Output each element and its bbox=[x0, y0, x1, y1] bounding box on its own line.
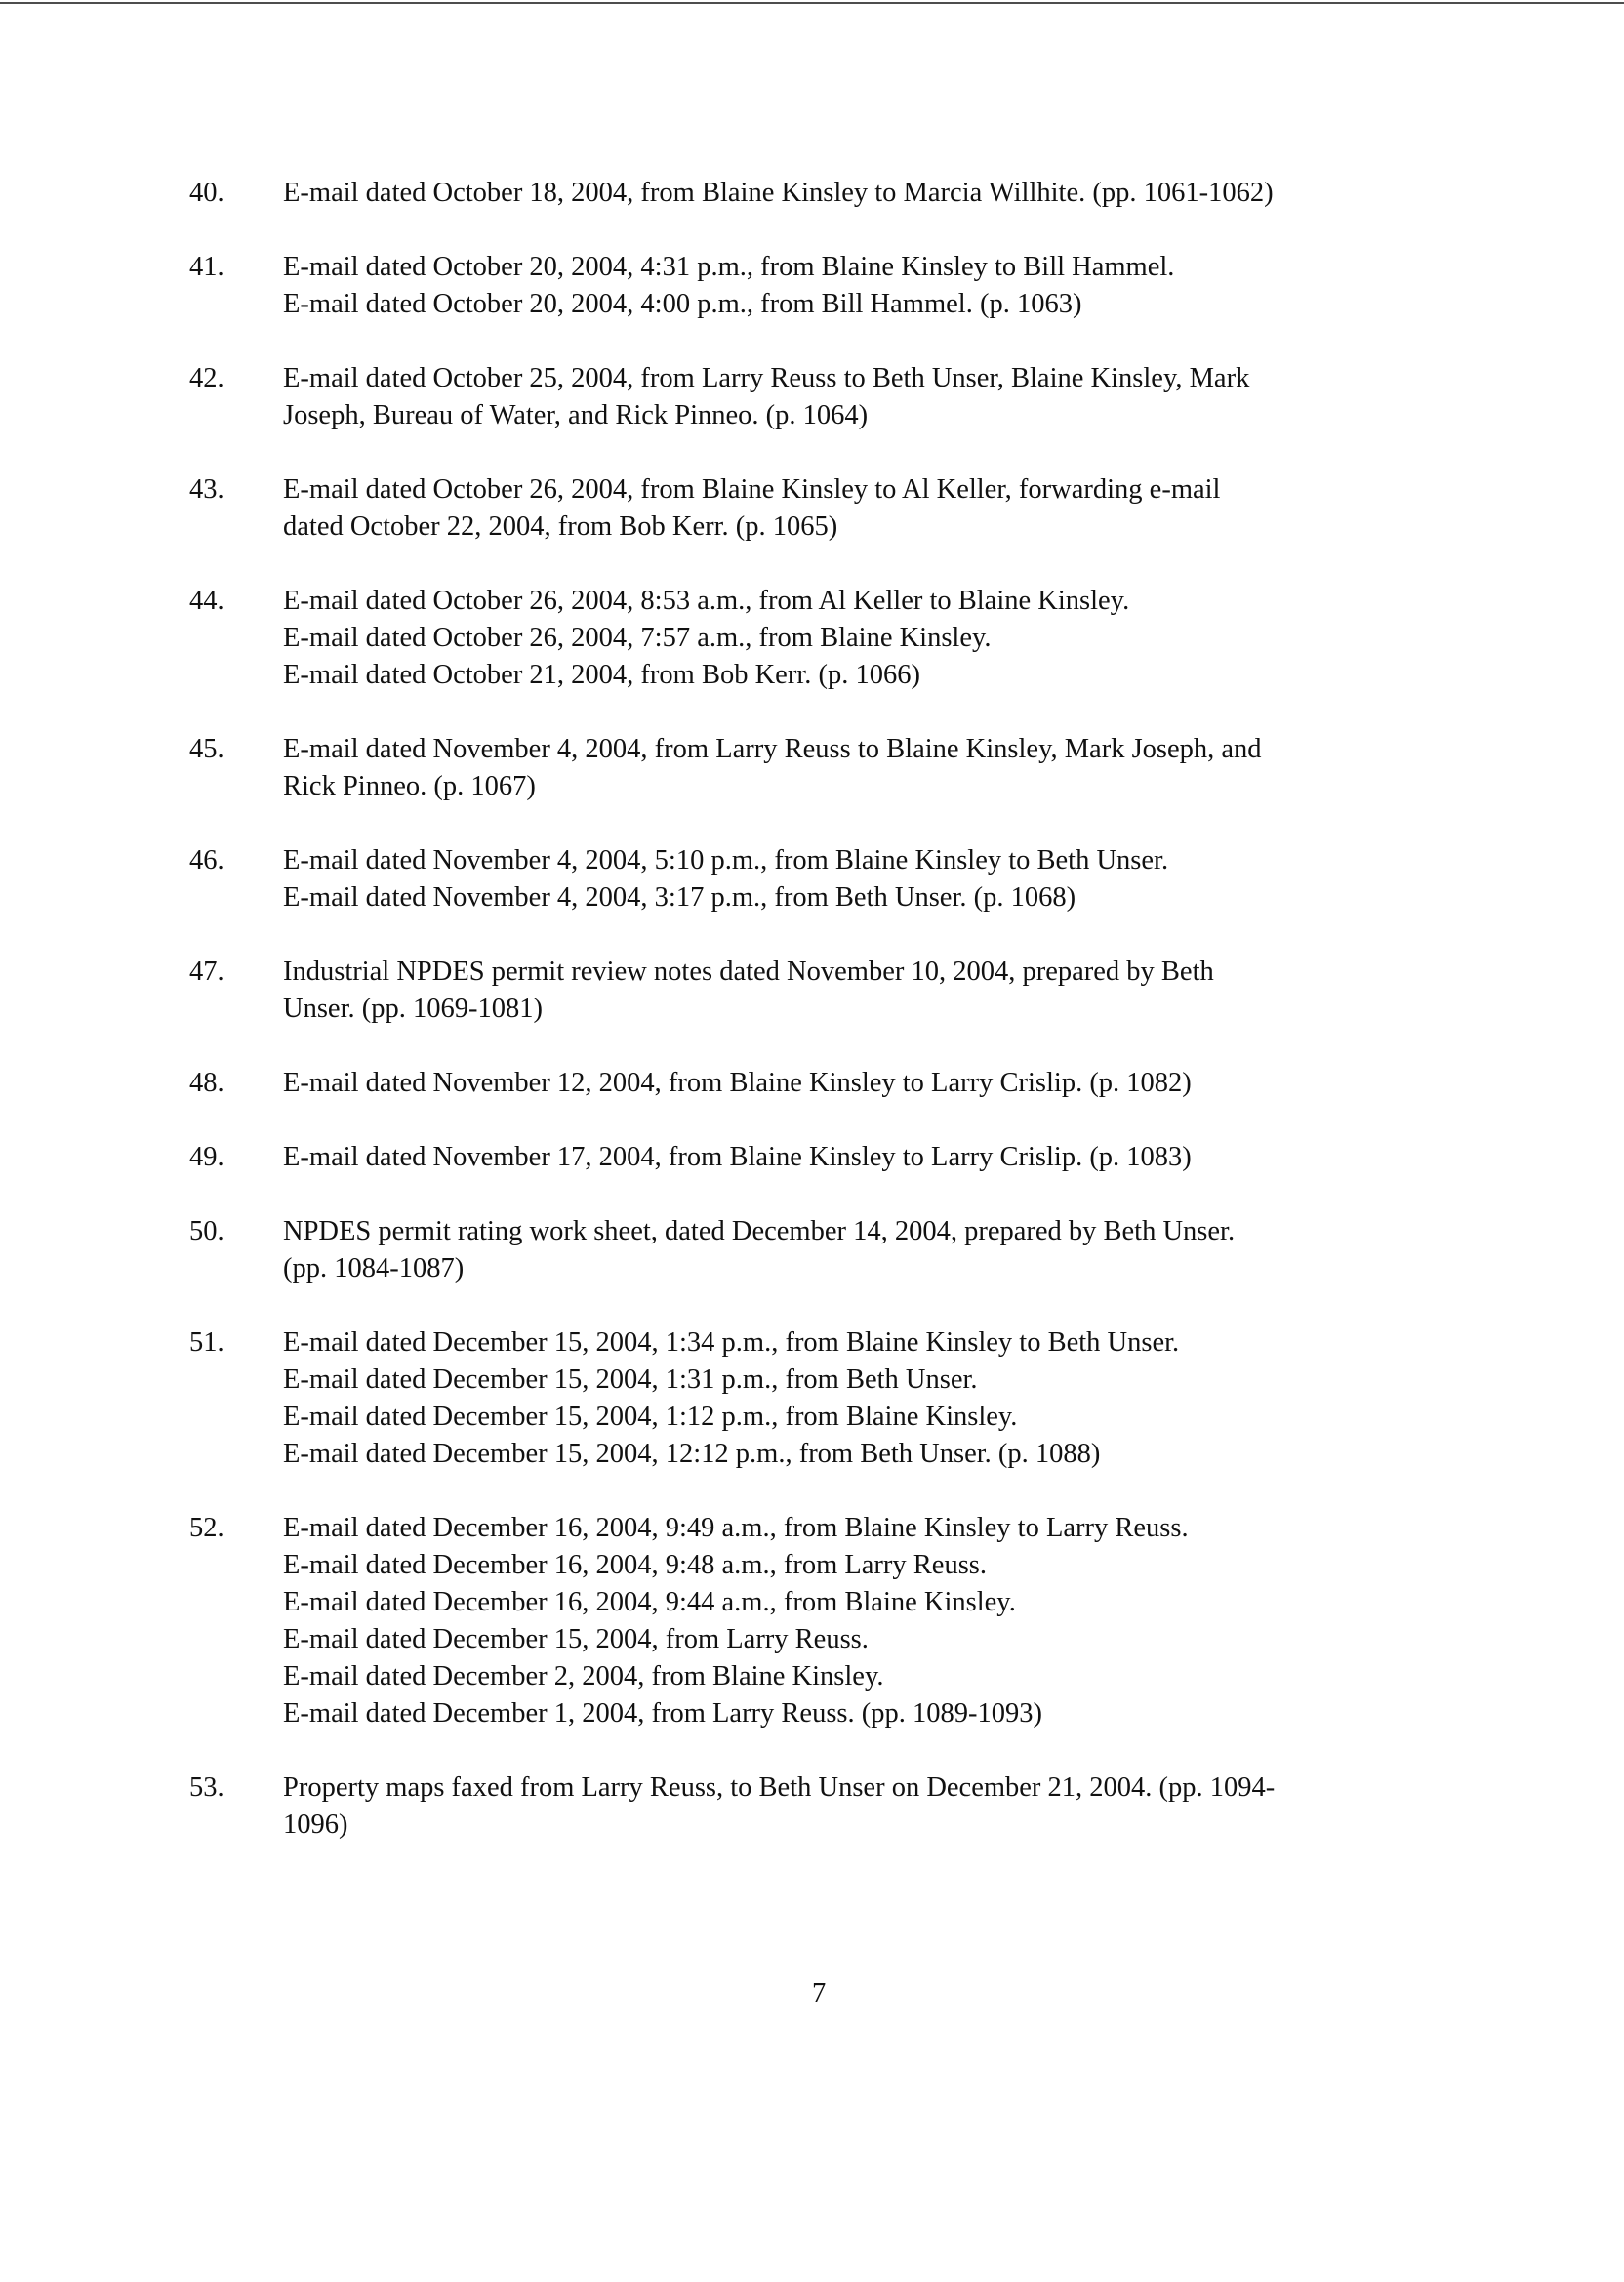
item-number: 47. bbox=[189, 957, 224, 987]
item-number: 46. bbox=[189, 845, 224, 876]
item-line: E-mail dated December 16, 2004, 9:49 a.m., from Blaine Kinsley to Larry Reuss. bbox=[283, 1513, 1189, 1543]
item-line: E-mail dated December 2, 2004, from Blaine Kinsley. bbox=[283, 1661, 884, 1691]
list-item bbox=[189, 583, 1487, 694]
item-number: 44. bbox=[189, 586, 224, 616]
item-line: E-mail dated October 21, 2004, from Bob Kerr. (p. 1066) bbox=[283, 660, 920, 690]
item-number: 53. bbox=[189, 1773, 224, 1803]
list-item bbox=[189, 249, 1487, 323]
item-description bbox=[283, 1770, 1487, 1844]
item-description bbox=[283, 249, 1487, 323]
item-description bbox=[283, 1065, 1487, 1102]
item-description bbox=[283, 1324, 1487, 1473]
item-line: E-mail dated October 20, 2004, 4:31 p.m., from Blaine Kinsley to Bill Hammel. bbox=[283, 252, 1175, 282]
item-line: E-mail dated October 26, 2004, 8:53 a.m., from Al Keller to Blaine Kinsley. bbox=[283, 586, 1130, 616]
item-line: dated October 22, 2004, from Bob Kerr. (p. 1065) bbox=[283, 511, 838, 542]
item-number: 42. bbox=[189, 363, 224, 393]
item-line: E-mail dated December 16, 2004, 9:44 a.m., from Blaine Kinsley. bbox=[283, 1587, 1016, 1617]
item-line: E-mail dated December 15, 2004, from Larry Reuss. bbox=[283, 1624, 869, 1654]
list-item bbox=[189, 175, 1487, 212]
item-number: 52. bbox=[189, 1513, 224, 1543]
list-item bbox=[189, 1770, 1487, 1844]
item-number: 45. bbox=[189, 734, 224, 764]
item-description bbox=[283, 1213, 1487, 1287]
scan-top-border bbox=[0, 2, 1624, 4]
list-item bbox=[189, 1139, 1487, 1176]
document-index-list bbox=[189, 175, 1487, 1881]
item-line: E-mail dated October 26, 2004, from Blaine Kinsley to Al Keller, forwarding e-mail bbox=[283, 474, 1221, 505]
item-number: 51. bbox=[189, 1327, 224, 1358]
item-description bbox=[283, 731, 1487, 805]
list-item bbox=[189, 954, 1487, 1028]
item-line: E-mail dated November 12, 2004, from Blaine Kinsley to Larry Crislip. (p. 1082) bbox=[283, 1068, 1192, 1098]
item-line: Rick Pinneo. (p. 1067) bbox=[283, 771, 536, 801]
item-description bbox=[283, 175, 1487, 212]
item-line: E-mail dated October 25, 2004, from Larry Reuss to Beth Unser, Blaine Kinsley, Mark bbox=[283, 363, 1250, 393]
item-number: 43. bbox=[189, 474, 224, 505]
item-number: 50. bbox=[189, 1216, 224, 1246]
list-item bbox=[189, 1213, 1487, 1287]
item-description bbox=[283, 1510, 1487, 1732]
item-line: Property maps faxed from Larry Reuss, to Beth Unser on December 21, 2004. (pp. 1094- bbox=[283, 1773, 1276, 1803]
list-item bbox=[189, 1510, 1487, 1732]
list-item bbox=[189, 1324, 1487, 1473]
item-line: E-mail dated December 1, 2004, from Larry Reuss. (pp. 1089-1093) bbox=[283, 1698, 1042, 1729]
item-number: 49. bbox=[189, 1142, 224, 1172]
item-description bbox=[283, 954, 1487, 1028]
item-line: (pp. 1084-1087) bbox=[283, 1253, 465, 1284]
item-number: 40. bbox=[189, 178, 224, 208]
list-item bbox=[189, 842, 1487, 917]
item-description bbox=[283, 360, 1487, 434]
item-line: E-mail dated December 15, 2004, 12:12 p.m., from Beth Unser. (p. 1088) bbox=[283, 1439, 1101, 1469]
item-line: E-mail dated November 4, 2004, from Larry Reuss to Blaine Kinsley, Mark Joseph, and bbox=[283, 734, 1262, 764]
list-item bbox=[189, 360, 1487, 434]
item-line: E-mail dated October 18, 2004, from Blaine Kinsley to Marcia Willhite. (pp. 1061-1062) bbox=[283, 178, 1274, 208]
item-line: E-mail dated November 4, 2004, 5:10 p.m., from Blaine Kinsley to Beth Unser. bbox=[283, 845, 1169, 876]
item-description bbox=[283, 583, 1487, 694]
item-line: E-mail dated December 15, 2004, 1:34 p.m., from Blaine Kinsley to Beth Unser. bbox=[283, 1327, 1180, 1358]
item-description bbox=[283, 1139, 1487, 1176]
item-line: E-mail dated December 15, 2004, 1:12 p.m., from Blaine Kinsley. bbox=[283, 1402, 1018, 1432]
item-line: Industrial NPDES permit review notes dated November 10, 2004, prepared by Beth bbox=[283, 957, 1214, 987]
item-number: 48. bbox=[189, 1068, 224, 1098]
item-line: E-mail dated November 17, 2004, from Blaine Kinsley to Larry Crislip. (p. 1083) bbox=[283, 1142, 1192, 1172]
list-item bbox=[189, 731, 1487, 805]
item-line: Unser. (pp. 1069-1081) bbox=[283, 994, 543, 1024]
item-line: E-mail dated November 4, 2004, 3:17 p.m., from Beth Unser. (p. 1068) bbox=[283, 882, 1076, 913]
item-line: E-mail dated October 26, 2004, 7:57 a.m., from Blaine Kinsley. bbox=[283, 623, 992, 653]
list-item bbox=[189, 1065, 1487, 1102]
item-line: E-mail dated October 20, 2004, 4:00 p.m., from Bill Hammel. (p. 1063) bbox=[283, 289, 1082, 319]
item-description bbox=[283, 842, 1487, 917]
item-line: Joseph, Bureau of Water, and Rick Pinneo. (p. 1064) bbox=[283, 400, 869, 430]
item-line: 1096) bbox=[283, 1810, 348, 1840]
list-item bbox=[189, 471, 1487, 546]
page-number: 7 bbox=[812, 1978, 827, 2009]
item-line: E-mail dated December 15, 2004, 1:31 p.m., from Beth Unser. bbox=[283, 1365, 978, 1395]
item-line: E-mail dated December 16, 2004, 9:48 a.m., from Larry Reuss. bbox=[283, 1550, 988, 1580]
item-description bbox=[283, 471, 1487, 546]
item-line: NPDES permit rating work sheet, dated December 14, 2004, prepared by Beth Unser. bbox=[283, 1216, 1236, 1246]
item-number: 41. bbox=[189, 252, 224, 282]
